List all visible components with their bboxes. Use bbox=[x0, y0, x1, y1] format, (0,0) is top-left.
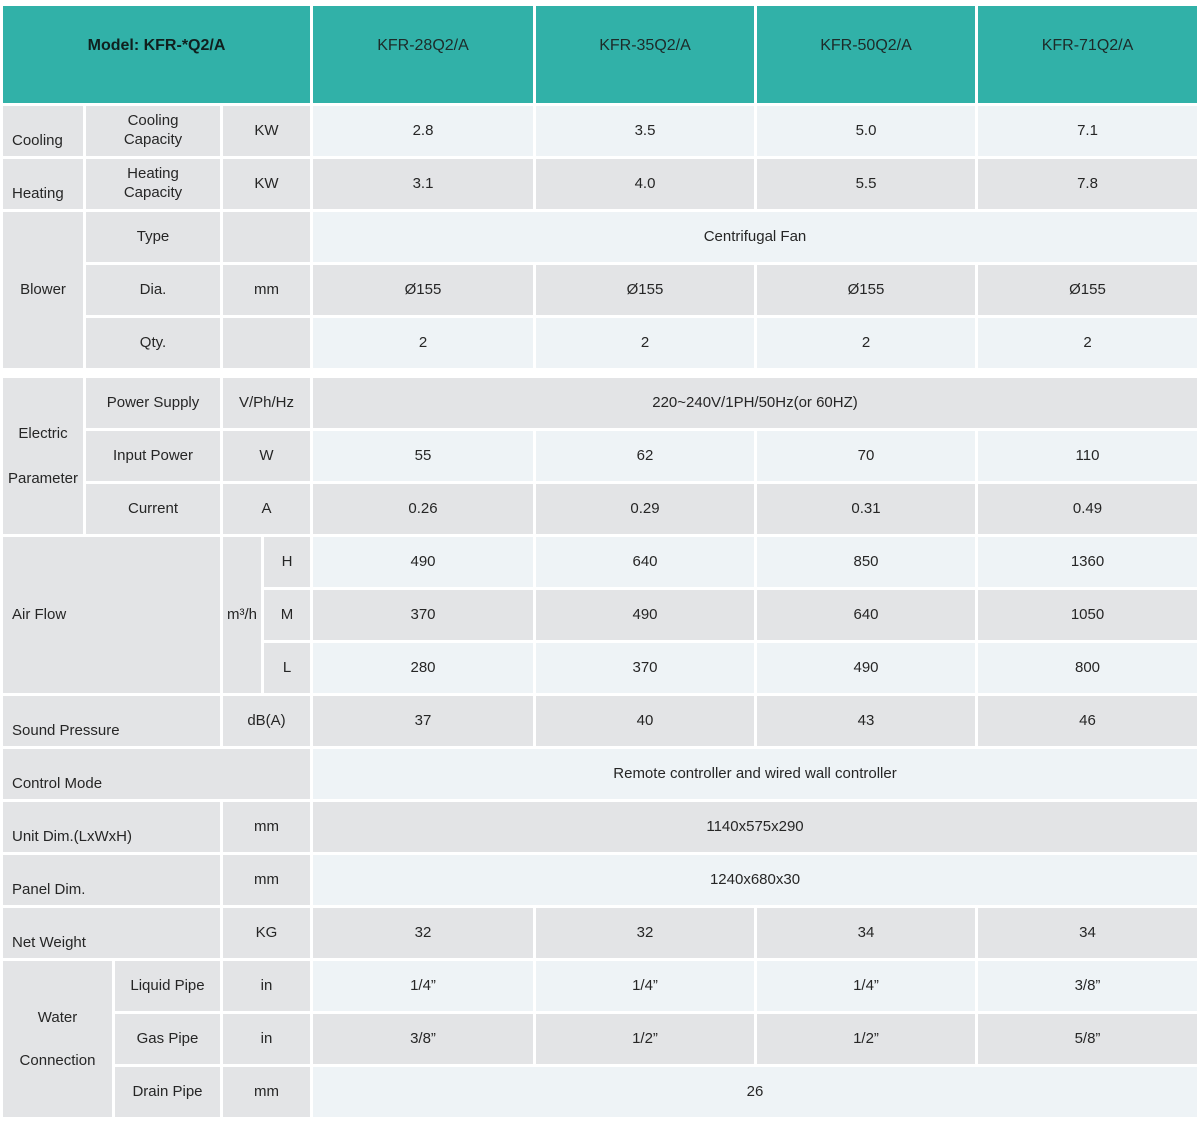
blower-qty-value-2: 2 bbox=[757, 318, 975, 368]
blower-qty-unit-empty bbox=[223, 318, 310, 368]
header-model-3: KFR-71Q2/A bbox=[978, 6, 1197, 103]
unit-dim-label: Unit Dim.(LxWxH) bbox=[3, 802, 220, 852]
blower-qty-value-1: 2 bbox=[536, 318, 754, 368]
heating-value-0: 3.1 bbox=[313, 159, 533, 209]
net-weight-value-1: 32 bbox=[536, 908, 754, 958]
air-flow-l-label: L bbox=[264, 643, 310, 693]
net-weight-value-0: 32 bbox=[313, 908, 533, 958]
cooling-capacity-label: Cooling Capacity bbox=[86, 106, 220, 156]
air-flow-l-value-2: 490 bbox=[757, 643, 975, 693]
net-weight-value-2: 34 bbox=[757, 908, 975, 958]
air-flow-h-label: H bbox=[264, 537, 310, 587]
air-flow-l-value-3: 800 bbox=[978, 643, 1197, 693]
spec-table bbox=[3, 6, 1197, 1117]
blower-group-label: Blower bbox=[3, 212, 83, 368]
air-flow-m-value-2: 640 bbox=[757, 590, 975, 640]
heating-value-2: 5.5 bbox=[757, 159, 975, 209]
panel-dim-unit: mm bbox=[223, 855, 310, 905]
drain-pipe-label: Drain Pipe bbox=[115, 1067, 220, 1117]
blower-dia-value-2: Ø155 bbox=[757, 265, 975, 315]
blower-type-label: Type bbox=[86, 212, 220, 262]
header-model-2: KFR-50Q2/A bbox=[757, 6, 975, 103]
liquid-pipe-label: Liquid Pipe bbox=[115, 961, 220, 1011]
air-flow-l-value-1: 370 bbox=[536, 643, 754, 693]
air-flow-m-value-1: 490 bbox=[536, 590, 754, 640]
sound-value-2: 43 bbox=[757, 696, 975, 746]
current-value-3: 0.49 bbox=[978, 484, 1197, 534]
input-power-unit: W bbox=[223, 431, 310, 481]
gas-pipe-label: Gas Pipe bbox=[115, 1014, 220, 1064]
heating-unit: KW bbox=[223, 159, 310, 209]
liquid-pipe-value-1: 1/4” bbox=[536, 961, 754, 1011]
power-supply-label: Power Supply bbox=[86, 378, 220, 428]
air-flow-h-value-2: 850 bbox=[757, 537, 975, 587]
cooling-value-3: 7.1 bbox=[978, 106, 1197, 156]
air-flow-unit: m³/h bbox=[223, 537, 261, 693]
panel-dim-value: 1240x680x30 bbox=[313, 855, 1197, 905]
sound-value-0: 37 bbox=[313, 696, 533, 746]
net-weight-label: Net Weight bbox=[3, 908, 220, 958]
heating-value-1: 4.0 bbox=[536, 159, 754, 209]
unit-dim-value: 1140x575x290 bbox=[313, 802, 1197, 852]
current-unit: A bbox=[223, 484, 310, 534]
control-mode-value: Remote controller and wired wall controller bbox=[313, 749, 1197, 799]
net-weight-unit: KG bbox=[223, 908, 310, 958]
air-flow-m-value-0: 370 bbox=[313, 590, 533, 640]
gas-pipe-unit: in bbox=[223, 1014, 310, 1064]
water-connection-group-label: Water Connection bbox=[3, 961, 112, 1117]
air-flow-l-value-0: 280 bbox=[313, 643, 533, 693]
liquid-pipe-unit: in bbox=[223, 961, 310, 1011]
power-supply-unit: V/Ph/Hz bbox=[223, 378, 310, 428]
air-flow-m-value-3: 1050 bbox=[978, 590, 1197, 640]
air-flow-h-value-3: 1360 bbox=[978, 537, 1197, 587]
liquid-pipe-value-3: 3/8” bbox=[978, 961, 1197, 1011]
blower-qty-label: Qty. bbox=[86, 318, 220, 368]
cooling-value-2: 5.0 bbox=[757, 106, 975, 156]
gas-pipe-value-2: 1/2” bbox=[757, 1014, 975, 1064]
blower-dia-unit: mm bbox=[223, 265, 310, 315]
cooling-group-label: Cooling bbox=[3, 106, 83, 156]
blower-qty-value-3: 2 bbox=[978, 318, 1197, 368]
current-value-0: 0.26 bbox=[313, 484, 533, 534]
control-mode-label: Control Mode bbox=[3, 749, 310, 799]
input-power-value-3: 110 bbox=[978, 431, 1197, 481]
cooling-value-1: 3.5 bbox=[536, 106, 754, 156]
input-power-value-2: 70 bbox=[757, 431, 975, 481]
blower-type-unit-empty bbox=[223, 212, 310, 262]
blower-qty-value-0: 2 bbox=[313, 318, 533, 368]
heating-group-label: Heating bbox=[3, 159, 83, 209]
header-model-1: KFR-35Q2/A bbox=[536, 6, 754, 103]
input-power-value-1: 62 bbox=[536, 431, 754, 481]
heating-capacity-label: Heating Capacity bbox=[86, 159, 220, 209]
net-weight-value-3: 34 bbox=[978, 908, 1197, 958]
cooling-unit: KW bbox=[223, 106, 310, 156]
gas-pipe-value-1: 1/2” bbox=[536, 1014, 754, 1064]
current-value-2: 0.31 bbox=[757, 484, 975, 534]
blower-dia-value-3: Ø155 bbox=[978, 265, 1197, 315]
blower-type-value: Centrifugal Fan bbox=[313, 212, 1197, 262]
blower-dia-value-0: Ø155 bbox=[313, 265, 533, 315]
sound-pressure-unit: dB(A) bbox=[223, 696, 310, 746]
gas-pipe-value-0: 3/8” bbox=[313, 1014, 533, 1064]
air-flow-h-value-0: 490 bbox=[313, 537, 533, 587]
current-label: Current bbox=[86, 484, 220, 534]
blower-dia-label: Dia. bbox=[86, 265, 220, 315]
input-power-value-0: 55 bbox=[313, 431, 533, 481]
electric-group-label: Electric Parameter bbox=[3, 378, 83, 534]
air-flow-group-label: Air Flow bbox=[3, 537, 220, 693]
drain-pipe-unit: mm bbox=[223, 1067, 310, 1117]
blower-dia-value-1: Ø155 bbox=[536, 265, 754, 315]
panel-dim-label: Panel Dim. bbox=[3, 855, 220, 905]
sound-value-1: 40 bbox=[536, 696, 754, 746]
drain-pipe-value: 26 bbox=[313, 1067, 1197, 1117]
sound-value-3: 46 bbox=[978, 696, 1197, 746]
header-model-label: Model: KFR-*Q2/A bbox=[3, 6, 310, 103]
header-model-0: KFR-28Q2/A bbox=[313, 6, 533, 103]
sound-pressure-label: Sound Pressure bbox=[3, 696, 220, 746]
heating-value-3: 7.8 bbox=[978, 159, 1197, 209]
liquid-pipe-value-0: 1/4” bbox=[313, 961, 533, 1011]
air-flow-m-label: M bbox=[264, 590, 310, 640]
liquid-pipe-value-2: 1/4” bbox=[757, 961, 975, 1011]
power-supply-value: 220~240V/1PH/50Hz(or 60HZ) bbox=[313, 378, 1197, 428]
input-power-label: Input Power bbox=[86, 431, 220, 481]
cooling-value-0: 2.8 bbox=[313, 106, 533, 156]
unit-dim-unit: mm bbox=[223, 802, 310, 852]
gas-pipe-value-3: 5/8” bbox=[978, 1014, 1197, 1064]
air-flow-h-value-1: 640 bbox=[536, 537, 754, 587]
current-value-1: 0.29 bbox=[536, 484, 754, 534]
